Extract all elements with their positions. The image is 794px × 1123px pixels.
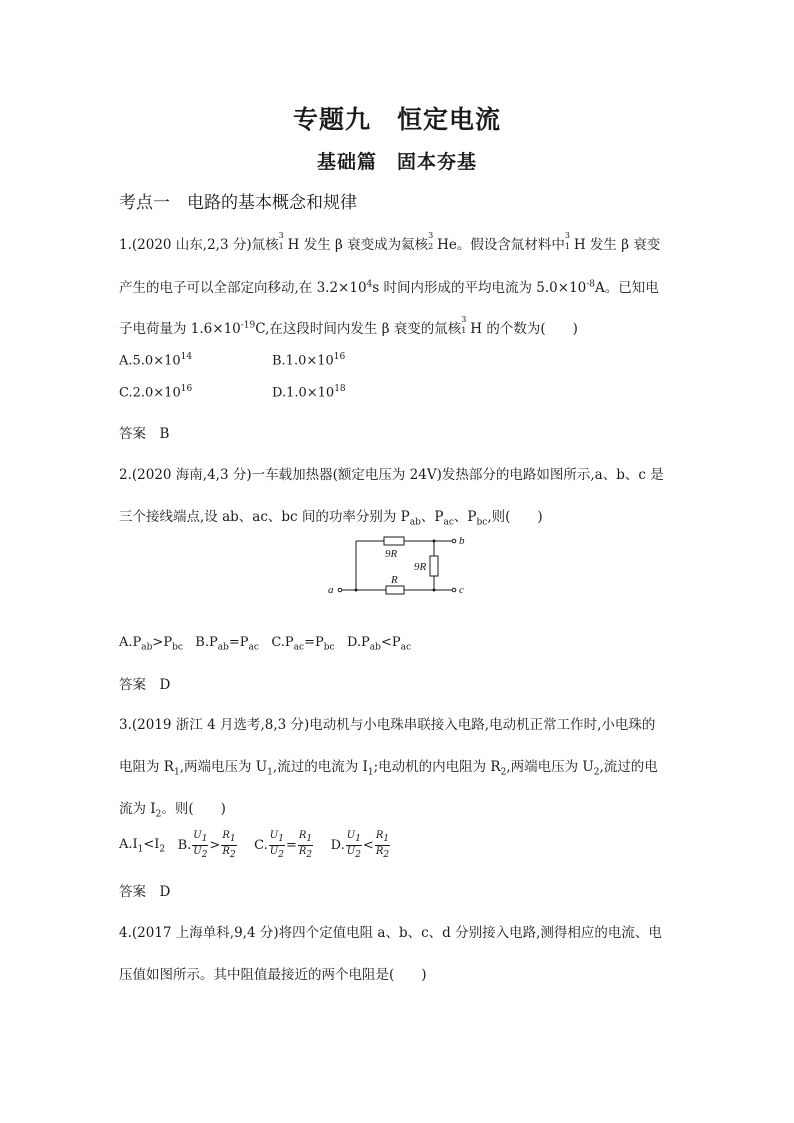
q2-option-d: $D.P_{ab}<P_{ac}$ xyxy=(346,635,411,653)
q1-line-1: 1.(2020 山东,2,3 分)氚核 3 1 H 发生 β 衰变成为氦核 3 2 He。假设含氚材料中 3 1 H 发生 β 衰变 xyxy=(119,231,661,253)
q3-answer: 答案 D xyxy=(119,884,171,900)
q3-option-d: D. $\frac{U_1}{U_2}$ < $\frac{R_1}{R_2}$ xyxy=(330,830,390,860)
terminal-b xyxy=(452,539,456,543)
fraction-r: $\frac{R_1}{R_2}$ xyxy=(375,830,390,860)
q1-option-d: $D.1.0\times 10^{18}$ xyxy=(272,384,346,401)
q2-option-b: $B.P_{ab}=P_{ac}$ xyxy=(195,635,259,653)
q1-answer: 答案 B xyxy=(119,426,170,442)
q1-line-2: 产生的电子可以全部定向移动,在 $3.2\times 10^4s$ 时间内形成的平均电流为 $5.0\times 10^{-8}A$。已知电 xyxy=(119,279,659,296)
label-r-top: 9R xyxy=(385,548,398,560)
page-title: 专题九 恒定电流 xyxy=(292,105,501,134)
q2-line-1: 2.(2020 海南,4,3 分)一车载加热器(额定电压为 24V)发热部分的电路如图所示,a、b、c 是 xyxy=(119,467,664,483)
q2-option-a: $A.P_{ab}>P_{bc}$ xyxy=(119,635,183,653)
q1-option-a: $A.5.0\times 10^{14}$ xyxy=(119,352,193,369)
fraction-r: $\frac{R_1}{R_2}$ xyxy=(298,830,313,860)
q1-option-c: $C.2.0\times 10^{16}$ xyxy=(119,384,193,401)
terminal-a xyxy=(338,588,342,592)
q3-line-1: 3.(2019 浙江 4 月选考,8,3 分)电动机与小电珠串联接入电路,电动机正常工作时,小电珠的 xyxy=(119,717,656,733)
junction-bottom xyxy=(433,589,436,592)
q1-option-b: $B.1.0\times 10^{16}$ xyxy=(272,352,346,369)
q3-option-c: C. $\frac{U_1}{U_2}$ = $\frac{R_1}{R_2}$ xyxy=(254,830,313,860)
q2-option-c: $C.P_{ac}=P_{bc}$ xyxy=(271,635,335,653)
junction-left xyxy=(355,589,358,592)
q4-line-1: 4.(2017 上海单科,9,4 分)将四个定值电阻 a、b、c、d 分别接入电路,测得相应的电流、电 xyxy=(119,925,662,941)
label-a: a xyxy=(328,584,334,596)
junction-top xyxy=(433,540,436,543)
circuit-diagram xyxy=(326,531,476,601)
section-title: 考点一 电路的基本概念和规律 xyxy=(119,193,357,213)
q2-line-2: 三个接线端点,设 ab、ac、bc 间的功率分别为 $P_{ab}$、$P_{ac}$、$P_{bc}$,则( ) xyxy=(119,509,543,528)
page-subtitle: 基础篇 固本夯基 xyxy=(316,151,477,173)
q4-line-2: 压值如图所示。其中阻值最接近的两个电阻是( ) xyxy=(119,967,427,983)
resistor-top xyxy=(384,537,404,545)
q3-option-b: B. $\frac{U_1}{U_2}$ > $\frac{R_1}{R_2}$ xyxy=(177,830,236,860)
fraction-u: $\frac{U_1}{U_2}$ xyxy=(193,830,208,860)
q3-option-a: $A.I_1<I_2$ xyxy=(119,836,166,855)
fraction-u: $\frac{U_1}{U_2}$ xyxy=(269,830,284,860)
label-c: c xyxy=(459,584,464,596)
label-r-right: 9R xyxy=(414,561,427,573)
q2-answer: 答案 D xyxy=(119,677,171,693)
q3-line-3: 流为 $I_2$。则( ) xyxy=(119,801,226,820)
fraction-u: $\frac{U_1}{U_2}$ xyxy=(346,830,361,860)
label-r-bottom: R xyxy=(391,574,398,586)
terminal-c xyxy=(452,588,456,592)
label-b: b xyxy=(459,535,465,547)
q3-line-2: 电阻为 $R_1$,两端电压为 $U_1$,流过的电流为 $I_1$;电动机的内电阻为 $R_2$,两端电压为 $U_2$,流过的电 xyxy=(119,759,658,778)
resistor-bottom xyxy=(386,586,404,594)
q1-line-3: 子电荷量为 $1.6\times 10^{-19}C$,在这段时间内发生 β 衰变的氚核 3 1 H 的个数为( ) xyxy=(119,315,578,337)
q3-options xyxy=(119,830,391,861)
fraction-r: $\frac{R_1}{R_2}$ xyxy=(222,830,236,860)
resistor-right xyxy=(430,556,438,576)
q2-options xyxy=(119,635,411,653)
